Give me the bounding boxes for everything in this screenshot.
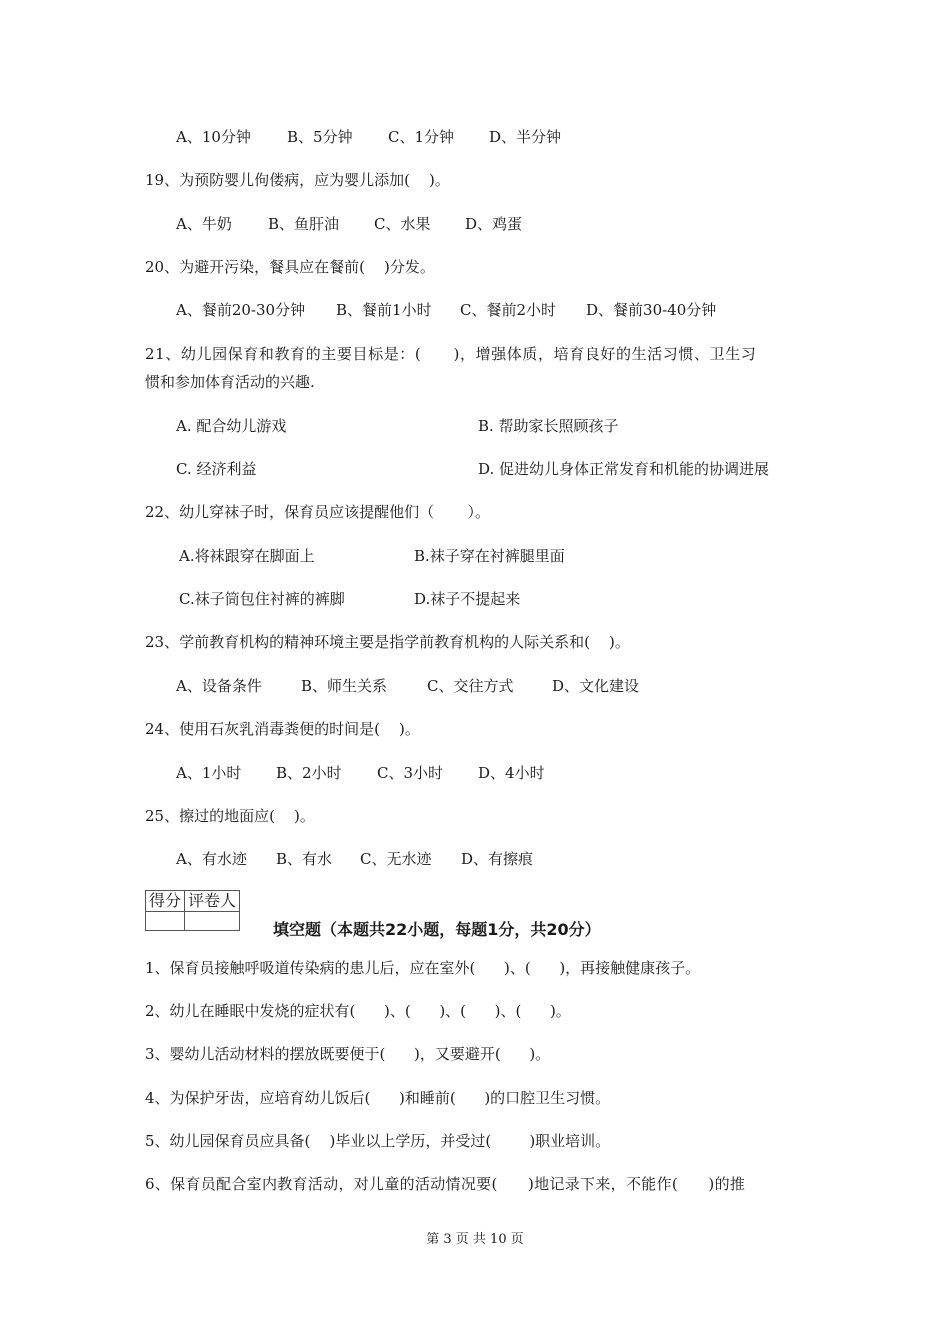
q23-option-a: A、设备条件 xyxy=(176,677,262,695)
q25-option-a: A、有水迹 xyxy=(176,850,247,868)
q20-option-b: B、餐前1小时 xyxy=(336,301,432,319)
q18-option-b: B、5分钟 xyxy=(287,128,353,146)
q21-stem-line1: 21、幼儿园保育和教育的主要目标是：( )，增强体质，培育良好的生活习惯、卫生习 xyxy=(145,345,757,363)
q19-stem: 19、为预防婴儿佝偻病，应为婴儿添加( )。 xyxy=(145,171,450,189)
q19-option-c: C、水果 xyxy=(374,215,431,233)
q21-option-b: B. 帮助家长照顾孩子 xyxy=(478,417,619,435)
q24-option-b: B、2小时 xyxy=(276,764,342,782)
q22-option-b: B.袜子穿在衬裤腿里面 xyxy=(414,547,565,565)
q21-option-a: A. 配合幼儿游戏 xyxy=(176,417,287,435)
section-title: 填空题（本题共22小题，每题1分，共20分） xyxy=(273,920,601,939)
score-label: 得分 xyxy=(146,891,185,912)
q22-stem: 22、幼儿穿袜子时，保育员应该提醒他们（ ）。 xyxy=(145,503,490,521)
q20-options xyxy=(176,300,716,320)
q23-option-c: C、交往方式 xyxy=(427,677,514,695)
q21-stem-line2: 惯和参加体育活动的兴趣. xyxy=(145,373,315,391)
grader-label: 评卷人 xyxy=(185,891,240,912)
q19-option-b: B、鱼肝油 xyxy=(268,215,340,233)
q18-option-c: C、1分钟 xyxy=(388,128,455,146)
q25-option-c: C、无水迹 xyxy=(360,850,432,868)
fill-question-1: 1、保育员接触呼吸道传染病的患儿后，应在室外( )、( )，再接触健康孩子。 xyxy=(145,959,701,977)
fill-question-2: 2、幼儿在睡眠中发烧的症状有( )、( )、( )、( )。 xyxy=(145,1002,571,1020)
q23-options xyxy=(176,676,639,696)
q22-option-d: D.袜子不提起来 xyxy=(414,590,521,608)
q24-options xyxy=(176,763,545,783)
q25-option-d: D、有擦痕 xyxy=(461,850,534,868)
q23-stem: 23、学前教育机构的精神环境主要是指学前教育机构的人际关系和( )。 xyxy=(145,633,630,651)
q20-option-d: D、餐前30-40分钟 xyxy=(586,301,717,319)
q20-stem: 20、为避开污染，餐具应在餐前( )分发。 xyxy=(145,258,435,276)
page-footer: 第 3 页 共 10 页 xyxy=(426,1232,524,1247)
q19-option-d: D、鸡蛋 xyxy=(465,215,523,233)
q25-option-b: B、有水 xyxy=(276,850,333,868)
q20-option-a: A、餐前20-30分钟 xyxy=(176,301,306,319)
fill-question-3: 3、婴幼儿活动材料的摆放既要便于( )，又要避开( )。 xyxy=(145,1045,551,1063)
q20-option-c: C、餐前2小时 xyxy=(460,301,557,319)
q23-option-d: D、文化建设 xyxy=(552,677,640,695)
q22-option-c: C.袜子筒包住衬裤的裤脚 xyxy=(179,590,345,608)
score-box xyxy=(145,890,240,931)
q18-options xyxy=(176,127,561,147)
q21-option-d: D. 促进幼儿身体正常发育和机能的协调进展 xyxy=(478,460,770,478)
q22-option-a: A.将袜跟穿在脚面上 xyxy=(179,547,315,565)
q24-option-d: D、4小时 xyxy=(478,764,545,782)
fill-question-6: 6、保育员配合室内教育活动，对儿童的活动情况要( )地记录下来，不能作( )的推 xyxy=(145,1175,746,1193)
q19-options xyxy=(176,214,522,234)
q23-option-b: B、师生关系 xyxy=(301,677,388,695)
q18-option-a: A、10分钟 xyxy=(176,128,251,146)
q24-stem: 24、使用石灰乳消毒粪便的时间是( )。 xyxy=(145,720,420,738)
grader-cell xyxy=(185,912,240,931)
fill-question-4: 4、为保护牙齿，应培育幼儿饭后( )和睡前( )的口腔卫生习惯。 xyxy=(145,1089,611,1107)
fill-question-5: 5、幼儿园保育员应具备( )毕业以上学历，并受过( )职业培训。 xyxy=(145,1132,611,1150)
q24-option-c: C、3小时 xyxy=(377,764,444,782)
q25-stem: 25、擦过的地面应( )。 xyxy=(145,807,315,825)
q24-option-a: A、1小时 xyxy=(176,764,242,782)
score-cell xyxy=(146,912,185,931)
q25-options xyxy=(176,849,533,869)
q18-option-d: D、半分钟 xyxy=(489,128,562,146)
q21-option-c: C. 经济利益 xyxy=(176,460,257,478)
q19-option-a: A、牛奶 xyxy=(176,215,232,233)
